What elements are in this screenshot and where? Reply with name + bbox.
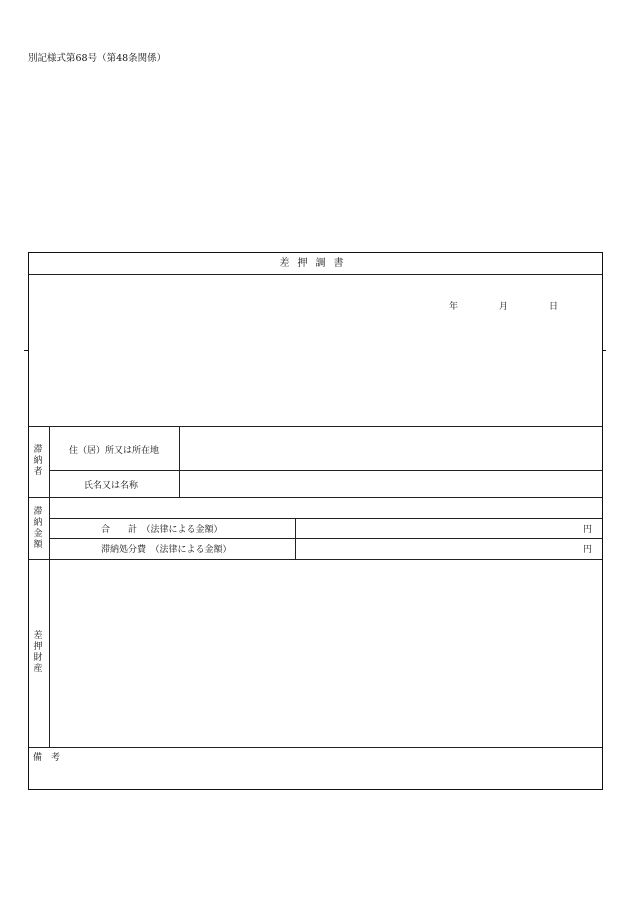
fee-amount-yen-unit: 円	[583, 545, 593, 555]
amount-group-label: 滞納金額	[33, 507, 43, 550]
name-label: 氏名又は名称	[84, 481, 139, 491]
taxpayer-group-label: 滞納者	[33, 445, 43, 477]
total-row-divider	[49, 538, 602, 539]
form-number-note: 別記様式第68号（第48条関係）	[28, 53, 167, 64]
property-section-divider	[29, 747, 602, 748]
amount-section-divider	[29, 559, 602, 560]
seizure-record-form	[28, 252, 603, 790]
total-amount-label: 合 計 （法律による金額）	[101, 525, 223, 535]
taxpayer-column-divider	[179, 426, 180, 497]
taxpayer-section-divider	[29, 497, 602, 498]
seized-property-group-label: 差押財産	[33, 631, 43, 674]
left-label-column-divider	[49, 426, 50, 747]
remarks-label: 備 考	[33, 753, 61, 763]
date-year-label: 年	[449, 302, 459, 312]
address-row-divider	[49, 470, 602, 471]
header-area-divider	[29, 426, 602, 427]
title-divider	[29, 274, 602, 275]
form-title: 差押調書	[279, 258, 352, 269]
amount-top-divider	[49, 518, 602, 519]
total-amount-yen-unit: 円	[583, 525, 593, 535]
fee-amount-label: 滞納処分費 （法律による金額）	[101, 545, 232, 555]
address-label: 住（居）所又は所在地	[69, 446, 160, 456]
date-month-label: 月	[499, 302, 509, 312]
date-day-label: 日	[549, 302, 559, 312]
